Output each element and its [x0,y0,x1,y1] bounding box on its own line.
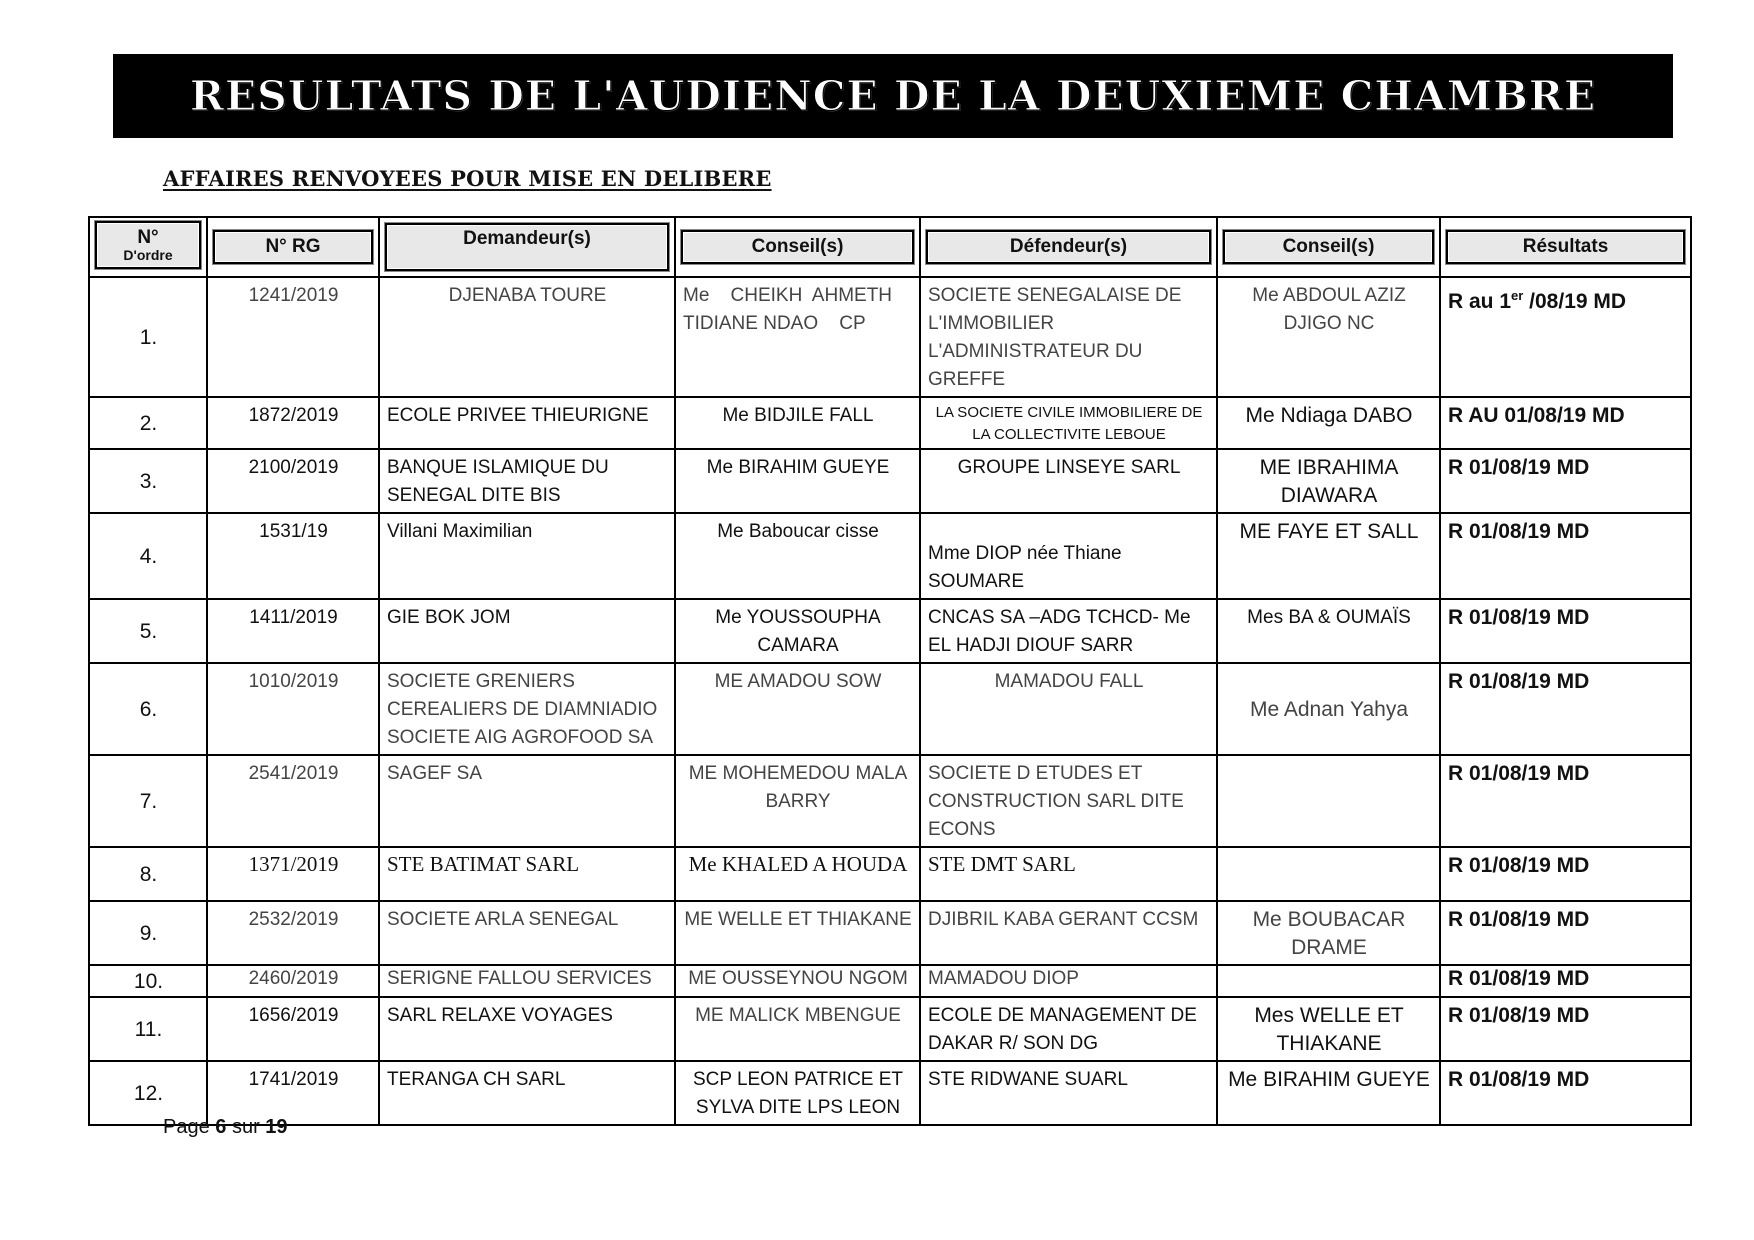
cell-defendeur: MAMADOU DIOP [920,965,1217,997]
header-ordre-sublabel: D'ordre [123,246,173,263]
header-conseil-demandeur [675,217,920,277]
header-demandeur [379,217,675,277]
cell-num: 5. [89,599,207,663]
cell-resultat: R 01/08/19 MD [1440,449,1691,513]
cell-conseil-demandeur: ME WELLE ET THIAKANE [675,901,920,965]
cell-defendeur: CNCAS SA –ADG TCHCD- Me EL HADJI DIOUF SARR [920,599,1217,663]
footer-total-pages: 19 [265,1116,288,1138]
header-conseil-defendeur-label: Conseil(s) [1223,230,1434,264]
header-resultats [1440,217,1691,277]
table-row [89,513,1691,599]
cell-conseil-demandeur: Me CHEIKH AHMETH TIDIANE NDAO CP [675,277,920,397]
table-row [89,901,1691,965]
cell-demandeur: TERANGA CH SARL [379,1061,675,1125]
table-row [89,599,1691,663]
cell-conseil-demandeur: Me BIDJILE FALL [675,397,920,449]
cell-demandeur: SERIGNE FALLOU SERVICES [379,965,675,997]
cell-num: 8. [89,847,207,901]
cell-resultat: R 01/08/19 MD [1440,663,1691,755]
cell-rg: 1656/2019 [207,997,379,1061]
cell-demandeur: GIE BOK JOM [379,599,675,663]
cell-resultat: R 01/08/19 MD [1440,755,1691,847]
cell-defendeur: Mme DIOP née Thiane SOUMARE [920,513,1217,599]
cell-demandeur: BANQUE ISLAMIQUE DU SENEGAL DITE BIS [379,449,675,513]
table-row [89,997,1691,1061]
page-title: RESULTATS DE L'AUDIENCE DE LA DEUXIEME CHAMBRE [189,72,1597,120]
footer-prefix: Page [163,1116,216,1138]
cell-rg: 1872/2019 [207,397,379,449]
header-defendeur [920,217,1217,277]
cell-conseil-demandeur: SCP LEON PATRICE ET SYLVA DITE LPS LEON [675,1061,920,1125]
cell-conseil-defendeur: ME FAYE ET SALL [1217,513,1440,599]
cell-conseil-defendeur: Me BIRAHIM GUEYE [1217,1061,1440,1125]
cell-rg: 2532/2019 [207,901,379,965]
table-row [89,755,1691,847]
cell-demandeur: SOCIETE ARLA SENEGAL [379,901,675,965]
cell-num: 12. [89,1061,207,1125]
resultat-prefix: R au 1 [1448,290,1512,313]
header-demandeur-label: Demandeur(s) [385,223,669,271]
cell-conseil-defendeur: ME IBRAHIMA DIAWARA [1217,449,1440,513]
cell-num: 7. [89,755,207,847]
header-ordre [89,217,207,277]
cell-conseil-demandeur: ME OUSSEYNOU NGOM [675,965,920,997]
cell-num: 6. [89,663,207,755]
cell-conseil-defendeur [1217,755,1440,847]
cell-demandeur: SAGEF SA [379,755,675,847]
cell-rg: 1010/2019 [207,663,379,755]
cell-demandeur: Villani Maximilian [379,513,675,599]
cell-defendeur: STE RIDWANE SUARL [920,1061,1217,1125]
cell-defendeur: STE DMT SARL [920,847,1217,901]
cell-defendeur: LA SOCIETE CIVILE IMMOBILIERE DE LA COLLECTIVITE LEBOUE [920,397,1217,449]
cell-conseil-defendeur: Me Ndiaga DABO [1217,397,1440,449]
cell-resultat: R 01/08/19 MD [1440,513,1691,599]
cell-demandeur: ECOLE PRIVEE THIEURIGNE [379,397,675,449]
cell-rg: 1741/2019 [207,1061,379,1125]
cell-conseil-demandeur: ME MOHEMEDOU MALA BARRY [675,755,920,847]
cell-rg: 1241/2019 [207,277,379,397]
cell-rg: 1531/19 [207,513,379,599]
cell-conseil-defendeur [1217,965,1440,997]
cell-conseil-defendeur: Me ABDOUL AZIZ DJIGO NC [1217,277,1440,397]
cell-num: 1. [89,277,207,397]
cell-num: 3. [89,449,207,513]
cell-num: 4. [89,513,207,599]
cell-conseil-demandeur: Me YOUSSOUPHA CAMARA [675,599,920,663]
resultat-superscript: er [1511,288,1524,303]
header-rg [207,217,379,277]
cell-defendeur: ECOLE DE MANAGEMENT DE DAKAR R/ SON DG [920,997,1217,1061]
table-row [89,397,1691,449]
cell-conseil-demandeur: ME MALICK MBENGUE [675,997,920,1061]
cell-demandeur: DJENABA TOURE [379,277,675,397]
header-conseil-demandeur-label: Conseil(s) [681,230,914,264]
cell-demandeur: SARL RELAXE VOYAGES [379,997,675,1061]
cell-conseil-demandeur: Me Baboucar cisse [675,513,920,599]
cell-demandeur: SOCIETE GRENIERS CEREALIERS DE DIAMNIADIO SOCIETE AIG AGROFOOD SA [379,663,675,755]
page-footer [163,1116,288,1139]
cell-conseil-defendeur: Mes WELLE ET THIAKANE [1217,997,1440,1061]
cell-conseil-defendeur [1217,847,1440,901]
cell-conseil-defendeur: Mes BA & OUMAÏS [1217,599,1440,663]
table-header-row [89,217,1691,277]
cell-resultat: R 01/08/19 MD [1440,901,1691,965]
section-title: AFFAIRES RENVOYEES POUR MISE EN DELIBERE [163,166,772,191]
table-row [89,1061,1691,1125]
cell-resultat: R 01/08/19 MD [1440,847,1691,901]
page-title-banner [113,54,1673,138]
cell-num: 2. [89,397,207,449]
table-row [89,449,1691,513]
cell-defendeur-line1: SOCIETE SENEGALAISE DE L'IMMOBILIER [928,285,1182,334]
cell-num: 11. [89,997,207,1061]
cell-demandeur: STE BATIMAT SARL [379,847,675,901]
cell-rg: 2100/2019 [207,449,379,513]
header-rg-label: N° RG [213,230,373,264]
header-ordre-label: N° [137,226,159,248]
table-row [89,965,1691,997]
cell-conseil-demandeur: ME AMADOU SOW [675,663,920,755]
cell-rg: 2460/2019 [207,965,379,997]
cell-conseil-defendeur: Me BOUBACAR DRAME [1217,901,1440,965]
resultat-suffix: /08/19 MD [1523,290,1627,313]
footer-current-page: 6 [215,1116,227,1138]
footer-middle: sur [226,1116,266,1138]
cell-defendeur-line2: L'ADMINISTRATEUR DU GREFFE [928,341,1143,390]
header-resultats-label: Résultats [1446,230,1685,264]
cell-rg: 2541/2019 [207,755,379,847]
header-defendeur-label: Défendeur(s) [926,230,1211,264]
cell-resultat: R 01/08/19 MD [1440,599,1691,663]
cell-num: 9. [89,901,207,965]
cell-defendeur: MAMADOU FALL [920,663,1217,755]
header-conseil-defendeur [1217,217,1440,277]
cell-rg: 1411/2019 [207,599,379,663]
cell-conseil-defendeur: Me Adnan Yahya [1217,663,1440,755]
cell-resultat: R AU 01/08/19 MD [1440,397,1691,449]
cell-conseil-demandeur: Me BIRAHIM GUEYE [675,449,920,513]
cell-num: 10. [89,965,207,997]
cell-resultat [1440,277,1691,397]
cell-defendeur [920,277,1217,397]
cell-resultat: R 01/08/19 MD [1440,965,1691,997]
cell-defendeur: GROUPE LINSEYE SARL [920,449,1217,513]
cell-resultat: R 01/08/19 MD [1440,997,1691,1061]
cell-rg: 1371/2019 [207,847,379,901]
cell-resultat: R 01/08/19 MD [1440,1061,1691,1125]
cell-defendeur: SOCIETE D ETUDES ET CONSTRUCTION SARL DITE ECONS [920,755,1217,847]
cell-conseil-demandeur: Me KHALED A HOUDA [675,847,920,901]
table-row [89,277,1691,397]
table-row [89,663,1691,755]
cell-defendeur: DJIBRIL KABA GERANT CCSM [920,901,1217,965]
results-table [88,216,1692,1126]
table-row [89,847,1691,901]
